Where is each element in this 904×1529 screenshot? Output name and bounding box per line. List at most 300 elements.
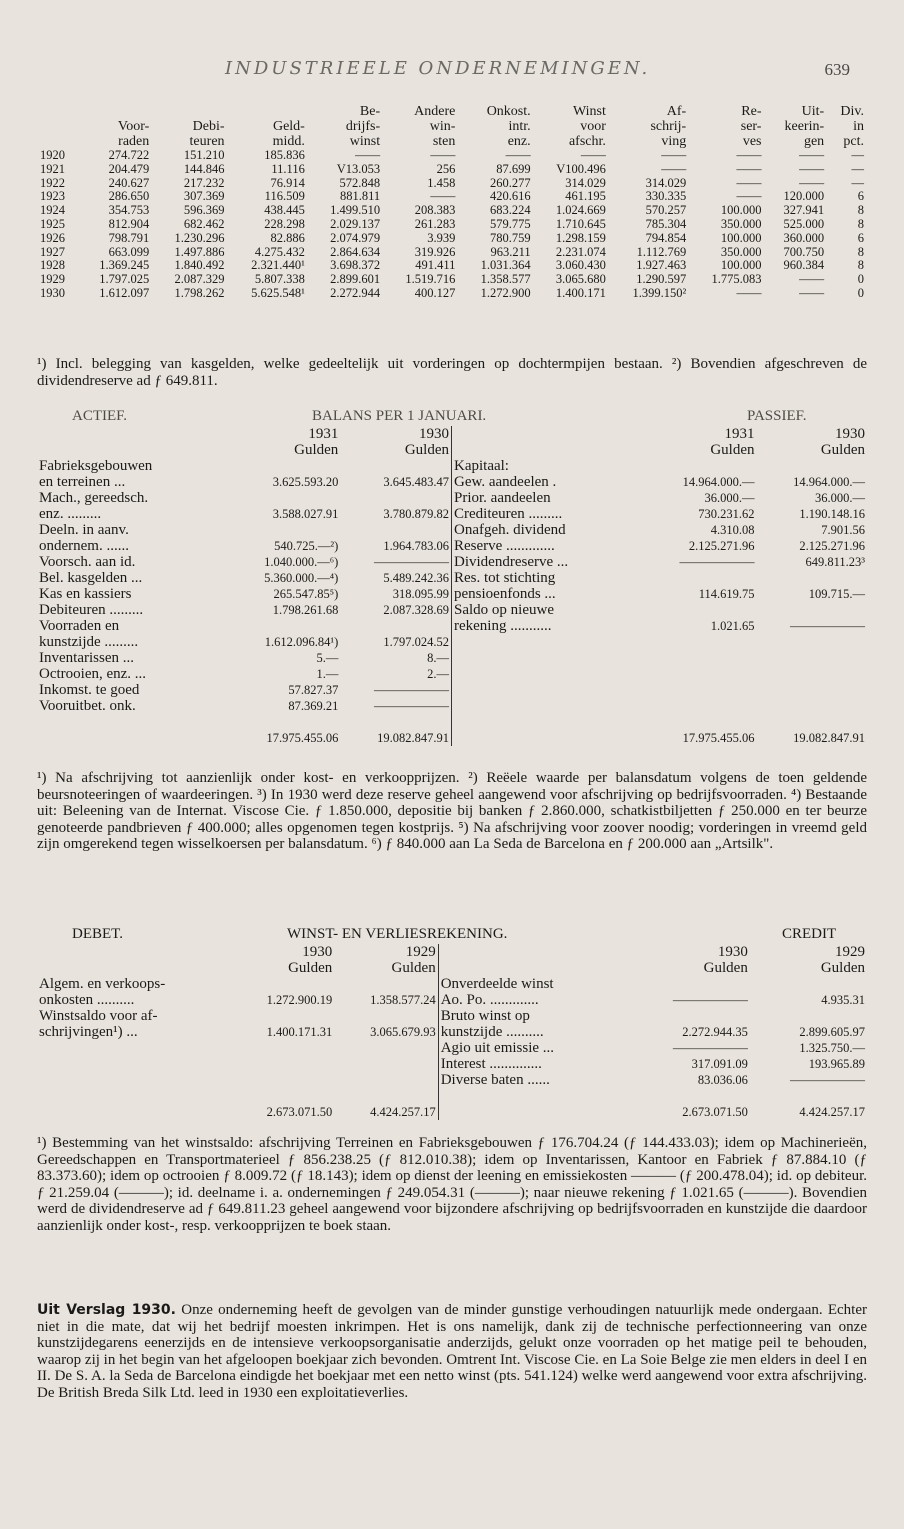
table-row bbox=[37, 1056, 867, 1072]
table-row bbox=[37, 538, 867, 554]
value-cell: —————— bbox=[679, 555, 755, 569]
table-cell: 0 bbox=[857, 272, 864, 287]
value-cell: 5.— bbox=[316, 651, 339, 665]
table-cell: V13.053 bbox=[336, 161, 381, 176]
table-cell: 1922 bbox=[40, 175, 65, 190]
blank-cell bbox=[633, 1088, 750, 1104]
value-cell bbox=[756, 666, 867, 682]
row-label: Deeln. in aanv. bbox=[39, 522, 129, 538]
row-label: enz. ......... bbox=[39, 506, 102, 522]
table-row bbox=[37, 163, 867, 177]
value-cell: 1.797.024.52 bbox=[383, 635, 449, 649]
table-cell: 354.753 bbox=[108, 203, 150, 218]
table-cell: 8 bbox=[857, 216, 864, 231]
value-cell bbox=[334, 1008, 438, 1024]
value-cell: 3.625.593.20 bbox=[272, 475, 339, 489]
table-row bbox=[37, 474, 867, 490]
statistics-table bbox=[37, 104, 867, 301]
table-cell: 596.369 bbox=[183, 203, 225, 218]
table-row bbox=[37, 190, 867, 204]
value-cell: 193.965.89 bbox=[808, 1057, 865, 1071]
column-header: Voor- raden bbox=[117, 119, 150, 149]
value-cell: 87.369.21 bbox=[288, 699, 339, 713]
blank-cell bbox=[646, 714, 756, 730]
value-cell: 1.612.096.84¹) bbox=[264, 635, 339, 649]
column-header: Af- schrij- ving bbox=[650, 104, 687, 149]
value-cell: —————— bbox=[672, 993, 748, 1007]
row-label: kunstzijde ......... bbox=[39, 634, 139, 650]
row-label: Vooruitbet. onk. bbox=[39, 698, 136, 714]
page-number: 639 bbox=[824, 60, 850, 79]
column-header: Debi- teuren bbox=[189, 119, 225, 149]
table-cell: 1.499.510 bbox=[330, 203, 381, 218]
wv-heading bbox=[37, 926, 867, 944]
row-label bbox=[452, 698, 647, 714]
table-cell: 663.099 bbox=[108, 244, 150, 259]
table-cell: 1.840.492 bbox=[174, 258, 225, 273]
table-row bbox=[37, 618, 867, 634]
statistics-footnote: ¹) Incl. belegging van kasgelden, welke gedeeltelijk uit vorderingen op dochtermpijen bestaan. ²) Bovendien afgeschreven de dividendreserve ad ƒ 649.811. bbox=[37, 356, 867, 389]
column-header: Onkost. intr. enz. bbox=[486, 104, 531, 149]
table-cell: 963.211 bbox=[490, 244, 531, 259]
table-row bbox=[37, 682, 867, 698]
table-cell: 400.127 bbox=[414, 285, 456, 300]
table-row bbox=[37, 570, 867, 586]
table-cell: 2.864.634 bbox=[330, 244, 381, 259]
table-cell: —— bbox=[661, 148, 687, 162]
value-cell: 317.091.09 bbox=[691, 1057, 748, 1071]
row-label: Res. tot stichting bbox=[452, 570, 647, 586]
row-label: Bel. kasgelden ... bbox=[39, 570, 143, 586]
column-header: Re- ser- ves bbox=[740, 104, 762, 149]
blank-cell bbox=[452, 714, 647, 730]
row-label: schrijvingen¹) ... bbox=[39, 1024, 138, 1040]
value-cell bbox=[646, 570, 756, 586]
table-cell: 100.000 bbox=[720, 258, 762, 273]
value-cell: 83.036.06 bbox=[697, 1073, 748, 1087]
value-cell bbox=[756, 634, 867, 650]
table-row bbox=[37, 149, 867, 163]
table-cell: 319.926 bbox=[414, 244, 456, 259]
table-cell: — bbox=[851, 175, 864, 190]
table-cell: 1.031.364 bbox=[480, 258, 531, 273]
value-cell: 2.— bbox=[427, 667, 449, 681]
table-cell: —— bbox=[799, 272, 825, 287]
table-row bbox=[37, 490, 867, 506]
table-cell: 274.722 bbox=[108, 148, 150, 162]
table-cell: 1928 bbox=[40, 258, 65, 273]
value-cell bbox=[756, 650, 867, 666]
row-label: Diverse baten ...... bbox=[438, 1072, 633, 1088]
total-cell: 4.424.257.17 bbox=[799, 1105, 865, 1119]
value-cell: 540.725.—²) bbox=[274, 539, 339, 553]
unit-header: Gulden bbox=[288, 960, 333, 976]
table-row bbox=[37, 273, 867, 287]
year-header: 1929 bbox=[405, 944, 436, 960]
row-label: Agio uit emissie ... bbox=[438, 1040, 633, 1056]
table-cell: 1.497.886 bbox=[174, 244, 225, 259]
value-cell bbox=[646, 698, 756, 714]
table-cell: 683.224 bbox=[490, 203, 531, 218]
table-cell: 6 bbox=[857, 189, 864, 204]
value-cell: 5.489.242.36 bbox=[383, 571, 449, 585]
table-cell: 330.335 bbox=[645, 189, 687, 204]
value-cell: 730.231.62 bbox=[698, 507, 755, 521]
table-cell: 682.462 bbox=[183, 216, 225, 231]
table-cell: 360.000 bbox=[783, 230, 825, 245]
row-label: Inventarissen ... bbox=[39, 650, 134, 666]
table-cell: 2.272.944 bbox=[330, 285, 381, 300]
value-cell bbox=[231, 458, 340, 474]
table-cell: 261.283 bbox=[414, 216, 456, 231]
profit-loss-table bbox=[37, 944, 867, 1120]
value-cell: 3.645.483.47 bbox=[383, 475, 449, 489]
value-cell bbox=[340, 522, 451, 538]
year-header: 1930 bbox=[835, 426, 865, 442]
table-cell: —— bbox=[736, 189, 762, 204]
table-row bbox=[37, 586, 867, 602]
table-row bbox=[37, 218, 867, 232]
table-cell: 350.000 bbox=[720, 244, 762, 259]
table-cell: 1.112.769 bbox=[636, 244, 687, 259]
table-cell: 1.399.150² bbox=[632, 285, 687, 300]
value-cell bbox=[646, 602, 756, 618]
profit-loss-footnotes: ¹) Bestemming van het winstsaldo: afschrijving Terreinen en Fabrieksgebouwen ƒ 176.704.24 (ƒ 144.433.03); idem op Machinerieën, Gereedschappen en Transportmaterieel ƒ 856.238.25 (ƒ 812.010.38); idem op Inventarissen, Kantoor en Fabriek ƒ 87.884.10 (ƒ 83.373.60); idem op octrooien ƒ 8.009.72 (ƒ 18.143); idem op dienst der leening en emissiekosten ——— (ƒ 200.478.04); id. op debiteur. ƒ 21.259.04 (———); id. deelname i. a. ondernemingen ƒ 249.054.31 (———); naar nieuwe rekening ƒ 1.021.65 (———). Bovendien werd de dividendreserve ad ƒ 649.811.23 geheel aangewend voor bijzondere afschrijving op bedrijfsvoorraden en kunstzijde die daardoor aanzienlijk onder kost-, resp. verkoopprijzen te boek staan. bbox=[37, 1135, 867, 1234]
row-label: Interest .............. bbox=[438, 1056, 633, 1072]
table-row bbox=[37, 506, 867, 522]
blank-cell bbox=[37, 960, 231, 976]
table-row bbox=[37, 992, 867, 1008]
table-cell: 1929 bbox=[40, 272, 65, 287]
row-label: Saldo op nieuwe bbox=[452, 602, 647, 618]
unit-row bbox=[37, 442, 867, 458]
table-cell: 100.000 bbox=[720, 203, 762, 218]
row-label: ondernem. ...... bbox=[39, 538, 129, 554]
spacer-row bbox=[37, 1088, 867, 1104]
table-row bbox=[37, 246, 867, 260]
row-label bbox=[452, 682, 647, 698]
table-cell: 2.087.329 bbox=[174, 272, 225, 287]
row-label bbox=[452, 650, 647, 666]
table-cell: — bbox=[851, 161, 864, 176]
row-label: Inkomst. te goed bbox=[39, 682, 140, 698]
blank-cell bbox=[750, 1088, 867, 1104]
report-heading: Uit Verslag 1930. bbox=[37, 1302, 176, 1318]
row-label: kunstzijde .......... bbox=[438, 1024, 633, 1040]
table-row bbox=[37, 698, 867, 714]
value-cell bbox=[756, 682, 867, 698]
table-cell: 3.060.430 bbox=[555, 258, 606, 273]
table-cell: —— bbox=[799, 148, 825, 162]
table-row bbox=[37, 458, 867, 474]
value-cell bbox=[231, 1040, 334, 1056]
table-cell: —— bbox=[661, 161, 687, 176]
annual-report-excerpt bbox=[37, 1302, 867, 1401]
row-label bbox=[37, 1072, 231, 1088]
blank-cell bbox=[37, 426, 231, 442]
table-cell: 812.904 bbox=[108, 216, 150, 231]
table-cell: —— bbox=[799, 175, 825, 190]
table-cell: 1926 bbox=[40, 230, 65, 245]
table-row bbox=[37, 177, 867, 191]
value-cell: 1.964.783.06 bbox=[383, 539, 449, 553]
blank-cell bbox=[452, 442, 647, 458]
row-label: Kas en kassiers bbox=[39, 586, 132, 602]
value-cell: 3.588.027.91 bbox=[272, 507, 339, 521]
row-label: Onafgeh. dividend bbox=[452, 522, 647, 538]
table-cell: 5.625.548¹ bbox=[251, 285, 305, 300]
value-cell bbox=[334, 1072, 438, 1088]
row-label: Debiteuren ......... bbox=[39, 602, 144, 618]
balance-footnotes: ¹) Na afschrijving tot aanzienlijk onder kost- en verkoopprijzen. ²) Reëele waarde per balansdatum volgens de toen geldende beursnoteeringen of waardeeringen. ³) In 1930 werd deze reserve geheel aangewend voor afschrijving op bedrijfsvoorraden. ⁴) Bestaande uit: Beleening van de Internat. Viscose Cie. ƒ 1.850.000, depositie bij banken ƒ 2.860.000, schatkistbiljetten ƒ 250.000 en ter beurze genoteerde pandbrieven ƒ 400.000; alles opgenomen tegen kostprijs. ⁵) Na afschrijving voor zoover noodig; vorderingen in vreemd geld zijn omgerekend tegen wisselkoersen per balansdatum. ⁶) ƒ 840.000 aan La Seda de Barcelona en ƒ 200.000 aan „Artsilk". bbox=[37, 770, 867, 852]
value-cell bbox=[231, 1056, 334, 1072]
table-row bbox=[37, 634, 867, 650]
table-cell: 2.029.137 bbox=[330, 216, 381, 231]
row-label: pensioenfonds ... bbox=[452, 586, 647, 602]
table-cell: —— bbox=[355, 148, 381, 162]
value-cell bbox=[646, 634, 756, 650]
table-cell: 0 bbox=[857, 285, 864, 300]
table-cell: 1.612.097 bbox=[99, 285, 150, 300]
value-cell: —————— bbox=[374, 683, 449, 697]
table-cell: 1920 bbox=[40, 148, 65, 162]
value-cell: —————— bbox=[672, 1041, 748, 1055]
unit-row bbox=[37, 960, 867, 976]
unit-header: Gulden bbox=[391, 960, 436, 976]
total-cell: 17.975.455.06 bbox=[266, 731, 339, 745]
blank-cell bbox=[452, 730, 647, 746]
table-cell: 570.257 bbox=[645, 203, 687, 218]
table-cell: 144.846 bbox=[183, 161, 225, 176]
value-cell: 7.901.56 bbox=[821, 523, 865, 537]
row-label: Mach., gereedsch. bbox=[39, 490, 149, 506]
column-header: Geld- midd. bbox=[272, 119, 305, 149]
table-cell: 3.698.372 bbox=[330, 258, 381, 273]
table-cell: 204.479 bbox=[108, 161, 150, 176]
passief-label: PASSIEF. bbox=[747, 408, 807, 424]
value-cell: 14.964.000.— bbox=[793, 475, 865, 489]
table-cell: 960.384 bbox=[783, 258, 825, 273]
year-header: 1930 bbox=[302, 944, 333, 960]
unit-header: Gulden bbox=[820, 960, 865, 976]
table-cell: 572.848 bbox=[339, 175, 381, 190]
total-cell: 4.424.257.17 bbox=[370, 1105, 436, 1119]
running-title: INDUSTRIEELE ONDERNEMINGEN. bbox=[225, 58, 651, 79]
row-label: Octrooien, enz. ... bbox=[39, 666, 147, 682]
value-cell: 318.095.99 bbox=[392, 587, 449, 601]
table-cell: 8 bbox=[857, 244, 864, 259]
table-cell: —— bbox=[736, 161, 762, 176]
table-cell: 208.383 bbox=[414, 203, 456, 218]
value-cell bbox=[646, 650, 756, 666]
column-header: Div. in pct. bbox=[840, 104, 864, 149]
value-cell bbox=[750, 1008, 867, 1024]
row-label bbox=[37, 1040, 231, 1056]
table-cell: 461.195 bbox=[565, 189, 606, 204]
row-label: Prior. aandeelen bbox=[452, 490, 647, 506]
table-cell: 2.074.979 bbox=[330, 230, 381, 245]
table-cell: V100.496 bbox=[556, 161, 606, 176]
value-cell: 36.000.— bbox=[704, 491, 755, 505]
table-cell: 780.759 bbox=[490, 230, 531, 245]
table-cell: 1923 bbox=[40, 189, 65, 204]
table-cell: 11.116 bbox=[271, 161, 305, 176]
table-cell: 4.275.432 bbox=[254, 244, 305, 259]
table-cell: —— bbox=[736, 175, 762, 190]
table-cell: 420.616 bbox=[490, 189, 531, 204]
table-cell: 2.321.440¹ bbox=[251, 258, 305, 273]
value-cell bbox=[231, 1072, 334, 1088]
balans-heading bbox=[37, 408, 867, 426]
table-row bbox=[37, 666, 867, 682]
table-cell: 2.231.074 bbox=[555, 244, 606, 259]
value-cell: 114.619.75 bbox=[698, 587, 755, 601]
unit-header: Gulden bbox=[710, 442, 755, 458]
value-cell bbox=[633, 976, 750, 992]
statistics-header-row bbox=[37, 104, 867, 149]
table-cell: 240.627 bbox=[108, 175, 150, 190]
value-cell bbox=[340, 490, 451, 506]
table-row bbox=[37, 650, 867, 666]
value-cell: 14.964.000.— bbox=[682, 475, 755, 489]
blank-cell bbox=[231, 1088, 334, 1104]
value-cell: 1.040.000.—⁶) bbox=[264, 555, 339, 569]
value-cell: 8.— bbox=[427, 651, 449, 665]
table-cell: —— bbox=[505, 148, 531, 162]
value-cell: 2.087.328.69 bbox=[383, 603, 449, 617]
year-header: 1929 bbox=[835, 944, 865, 960]
table-cell: 881.811 bbox=[339, 189, 381, 204]
spacer-row bbox=[37, 714, 867, 730]
column-header bbox=[37, 104, 77, 149]
table-row bbox=[37, 976, 867, 992]
total-row bbox=[37, 730, 867, 746]
table-row bbox=[37, 1024, 867, 1040]
blank-cell bbox=[37, 730, 231, 746]
value-cell: 2.899.605.97 bbox=[799, 1025, 865, 1039]
column-header: Uit- keerin- gen bbox=[784, 104, 825, 149]
value-cell: 649.811.23³ bbox=[805, 555, 865, 569]
table-row bbox=[37, 1008, 867, 1024]
table-cell: 2.899.601 bbox=[330, 272, 381, 287]
value-cell: 1.272.900.19 bbox=[266, 993, 333, 1007]
table-cell: 1.775.083 bbox=[711, 272, 762, 287]
value-cell bbox=[646, 458, 756, 474]
value-cell bbox=[231, 1008, 334, 1024]
blank-cell bbox=[231, 714, 340, 730]
table-cell: 1.400.171 bbox=[555, 285, 606, 300]
table-cell: 438.445 bbox=[264, 203, 305, 218]
value-cell: 1.798.261.68 bbox=[272, 603, 339, 617]
table-cell: 314.029 bbox=[645, 175, 687, 190]
table-cell: 1.230.296 bbox=[174, 230, 225, 245]
value-cell: —————— bbox=[790, 1073, 865, 1087]
row-label: Onverdeelde winst bbox=[438, 976, 633, 992]
row-label: Crediteuren ......... bbox=[452, 506, 647, 522]
unit-header: Gulden bbox=[294, 442, 339, 458]
table-cell: 87.699 bbox=[496, 161, 531, 176]
table-cell: 3.939 bbox=[427, 230, 456, 245]
table-row bbox=[37, 1072, 867, 1088]
table-cell: 579.775 bbox=[490, 216, 531, 231]
year-header: 1930 bbox=[419, 426, 449, 442]
value-cell: 36.000.— bbox=[815, 491, 865, 505]
unit-header: Gulden bbox=[703, 960, 748, 976]
table-cell: 314.029 bbox=[565, 175, 606, 190]
table-cell: 1.358.577 bbox=[480, 272, 531, 287]
table-cell: 1.024.669 bbox=[555, 203, 606, 218]
table-cell: 1.798.262 bbox=[174, 285, 225, 300]
value-cell bbox=[340, 618, 451, 634]
debet-label: DEBET. bbox=[72, 926, 123, 942]
value-cell: 1.358.577.24 bbox=[370, 993, 436, 1007]
row-label: Voorsch. aan id. bbox=[39, 554, 136, 570]
unit-header: Gulden bbox=[404, 442, 449, 458]
value-cell: 4.310.08 bbox=[710, 523, 755, 537]
value-cell bbox=[231, 490, 340, 506]
value-cell bbox=[750, 976, 867, 992]
value-cell: 57.827.37 bbox=[288, 683, 339, 697]
table-cell: 100.000 bbox=[720, 230, 762, 245]
table-cell: —— bbox=[736, 148, 762, 162]
value-cell: 2.125.271.96 bbox=[799, 539, 865, 553]
row-label: Ao. Po. ............. bbox=[438, 992, 633, 1008]
table-cell: 785.304 bbox=[645, 216, 687, 231]
balance-sheet-table bbox=[37, 426, 867, 746]
value-cell bbox=[646, 682, 756, 698]
row-label: rekening ........... bbox=[452, 618, 647, 634]
table-cell: 798.791 bbox=[108, 230, 150, 245]
row-label: Winstsaldo voor af- bbox=[39, 1008, 158, 1024]
table-cell: 8 bbox=[857, 258, 864, 273]
table-cell: 327.941 bbox=[783, 203, 825, 218]
total-row bbox=[37, 1104, 867, 1120]
table-cell: 525.000 bbox=[783, 216, 825, 231]
row-label: Kapitaal: bbox=[452, 458, 647, 474]
row-label: en terreinen ... bbox=[39, 474, 126, 490]
table-cell: 76.914 bbox=[270, 175, 305, 190]
row-label: Reserve ............. bbox=[452, 538, 647, 554]
value-cell: —————— bbox=[374, 555, 449, 569]
value-cell bbox=[756, 602, 867, 618]
table-cell: 286.650 bbox=[108, 189, 150, 204]
row-label: Voorraden en bbox=[39, 618, 120, 634]
row-label: Dividendreserve ... bbox=[452, 554, 647, 570]
credit-label: CREDIT bbox=[782, 926, 837, 942]
value-cell bbox=[633, 1008, 750, 1024]
row-label bbox=[452, 634, 647, 650]
table-row bbox=[37, 1040, 867, 1056]
table-cell: —— bbox=[736, 285, 762, 300]
value-cell: 3.780.879.82 bbox=[383, 507, 449, 521]
value-cell: 1.325.750.— bbox=[799, 1041, 865, 1055]
value-cell: —————— bbox=[374, 699, 449, 713]
table-cell: 1.519.716 bbox=[405, 272, 456, 287]
value-cell: 3.065.679.93 bbox=[370, 1025, 436, 1039]
table-row bbox=[37, 602, 867, 618]
table-cell: 120.000 bbox=[783, 189, 825, 204]
year-header: 1931 bbox=[724, 426, 755, 442]
table-cell: —— bbox=[799, 161, 825, 176]
table-cell: 260.277 bbox=[490, 175, 531, 190]
wv-title: WINST- EN VERLIESREKENING. bbox=[287, 926, 508, 942]
table-cell: 794.854 bbox=[645, 230, 687, 245]
value-cell bbox=[646, 666, 756, 682]
year-row bbox=[37, 426, 867, 442]
blank-cell bbox=[37, 1088, 231, 1104]
table-cell: 1.290.597 bbox=[636, 272, 687, 287]
table-row bbox=[37, 287, 867, 301]
